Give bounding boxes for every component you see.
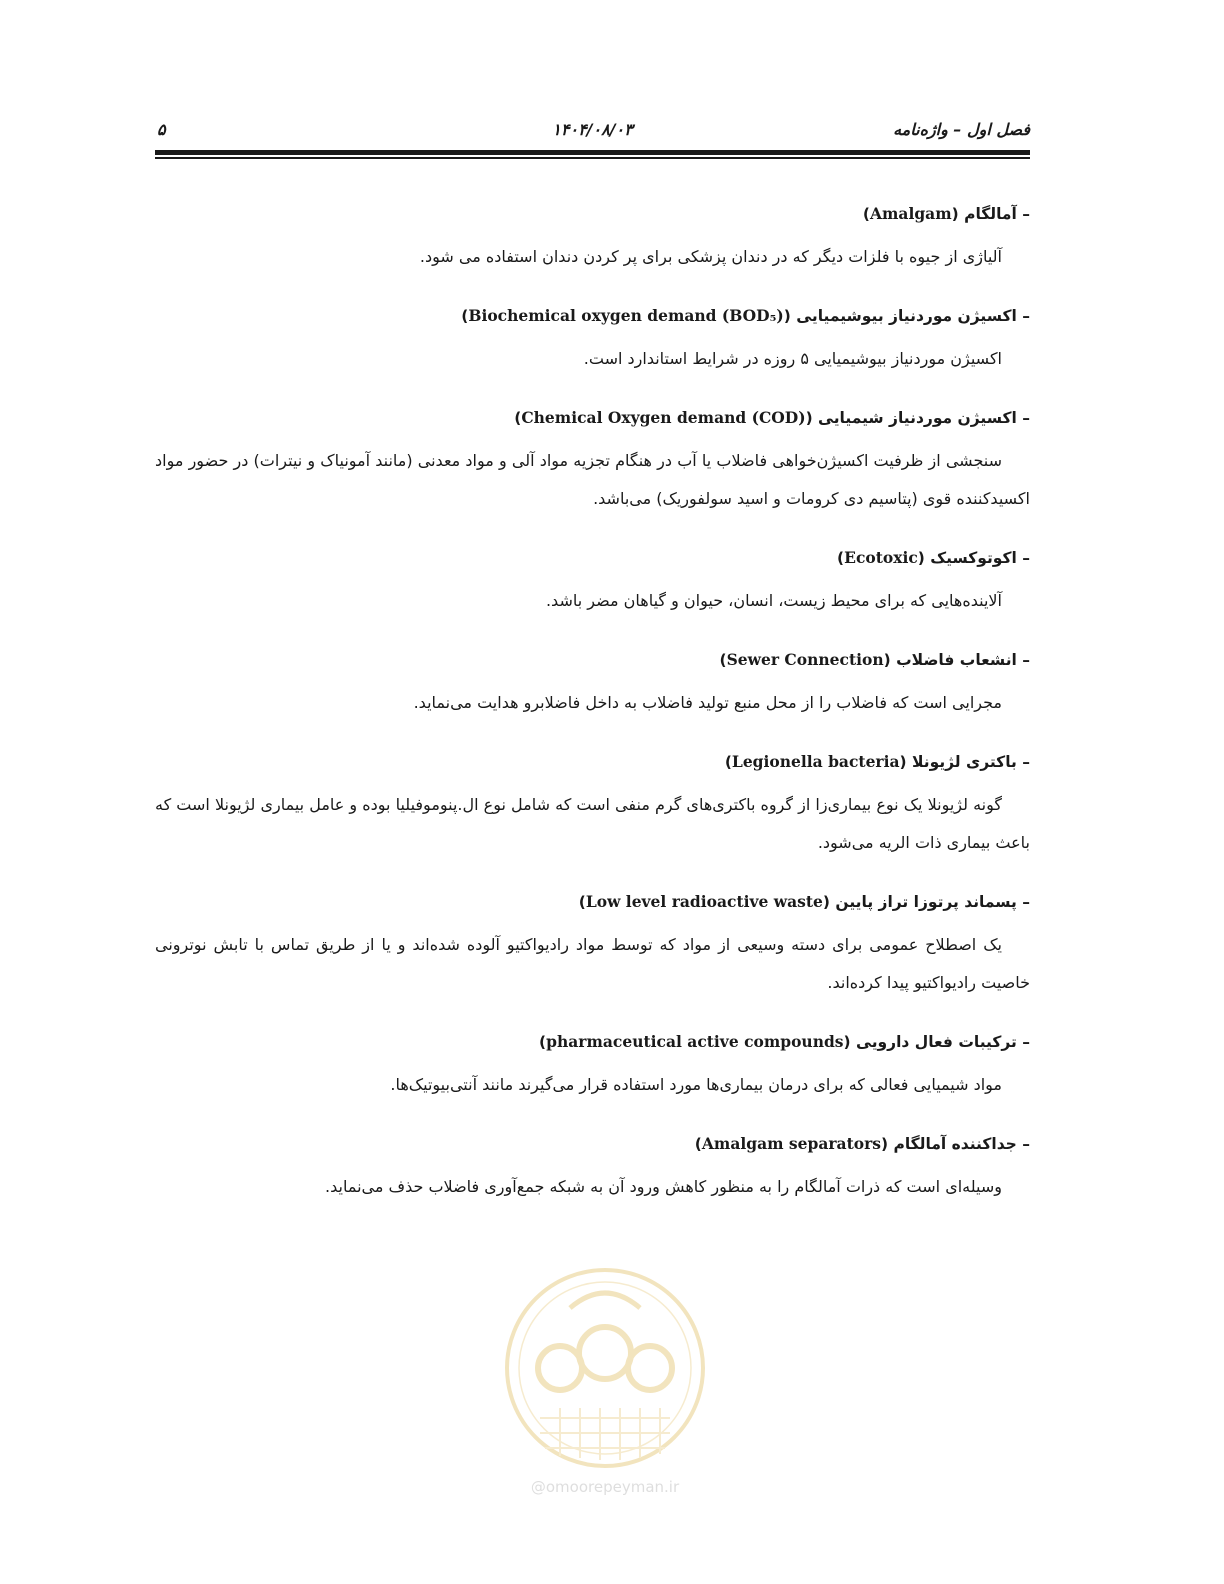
term-en: Low level radioactive waste bbox=[585, 892, 823, 911]
term-fa: باکتری لژیونلا bbox=[912, 753, 1017, 771]
term-fa: پسماند پرتوزا تراز پایین bbox=[835, 893, 1017, 911]
term-heading: – آمالگام (Amalgam) bbox=[862, 204, 1030, 223]
term-heading: – ترکیبات فعال دارویی (pharmaceutical active compounds) bbox=[539, 1032, 1030, 1051]
term-heading: – اکوتوکسیک (Ecotoxic) bbox=[837, 548, 1030, 567]
term-heading: – اکسیژن موردنیاز شیمیایی (Chemical Oxygen demand (COD)) bbox=[514, 408, 1030, 427]
term-definition: مجرایی است که فاضلاب را از محل منبع تولید فاضلاب به داخل فاضلابرو هدایت می‌نماید. bbox=[413, 693, 1002, 712]
page-header bbox=[155, 118, 1030, 148]
term-en: Sewer Connection bbox=[726, 650, 884, 669]
term-fa: اکوتوکسیک bbox=[930, 549, 1017, 567]
page-number: ۵ bbox=[157, 120, 166, 139]
term-fa: ترکیبات فعال دارویی bbox=[856, 1033, 1017, 1051]
glossary-entry bbox=[155, 748, 1030, 862]
glossary-entry bbox=[155, 544, 1030, 620]
term-en: Amalgam separators bbox=[701, 1134, 881, 1153]
term-en: pharmaceutical active compounds bbox=[546, 1032, 844, 1051]
term-heading: – انشعاب فاضلاب (Sewer Connection) bbox=[719, 650, 1030, 669]
term-definition: آلیاژی از جیوه با فلزات دیگر که در دندان پزشکی برای پر کردن دندان استفاده می شود. bbox=[419, 247, 1002, 266]
glossary-content bbox=[155, 200, 1030, 1232]
chapter-title: فصل اول – واژه‌نامه bbox=[893, 120, 1030, 139]
glossary-entry bbox=[155, 646, 1030, 722]
term-en: Legionella bacteria bbox=[731, 752, 900, 771]
glossary-entry bbox=[155, 200, 1030, 276]
term-heading: – جداکننده آمالگام (Amalgam separators) bbox=[694, 1134, 1030, 1153]
term-fa: اکسیژن موردنیاز شیمیایی bbox=[818, 409, 1017, 427]
glossary-entry bbox=[155, 302, 1030, 378]
watermark-site: @omoorepeyman.ir bbox=[530, 1478, 680, 1496]
term-definition: گونه لژیونلا یک نوع بیماری‌زا از گروه باکتری‌های گرم منفی است که شامل نوع ال.پنوموفیلیا بوده و عامل بیماری لژیونلا است که باعث بیماری ذات الریه می‌شود. bbox=[155, 795, 1030, 852]
watermark-seal-icon bbox=[500, 1268, 710, 1473]
term-definition: مواد شیمیایی فعالی که برای درمان بیماری‌ها مورد استفاده قرار می‌گیرند مانند آنتی‌بیوتیک‌ها. bbox=[390, 1075, 1002, 1094]
term-definition: وسیله‌ای است که ذرات آمالگام را به منظور کاهش ورود آن به شبکه جمع‌آوری فاضلاب حذف می‌نماید. bbox=[325, 1177, 1002, 1196]
term-fa: آمالگام bbox=[964, 205, 1017, 223]
glossary-entry bbox=[155, 404, 1030, 518]
term-definition: یک اصطلاح عمومی برای دسته وسیعی از مواد که توسط مواد رادیواکتیو آلوده شده‌اند و یا از طریق تماس با تابش نوترونی خاصیت رادیواکتیو پیدا کرده‌اند. bbox=[155, 935, 1030, 992]
term-en: Chemical Oxygen demand (COD) bbox=[521, 408, 806, 427]
term-definition: اکسیژن موردنیاز بیوشیمیایی ۵ روزه در شرایط استاندارد است. bbox=[583, 349, 1002, 368]
term-heading: – پسماند پرتوزا تراز پایین (Low level radioactive waste) bbox=[578, 892, 1030, 911]
watermark-logo bbox=[500, 1268, 710, 1498]
term-heading: – اکسیژن موردنیاز بیوشیمیایی (Biochemical oxygen demand (BOD₅)) bbox=[461, 306, 1030, 325]
header-rule-thin bbox=[155, 157, 1030, 159]
term-en: Biochemical oxygen demand (BOD₅) bbox=[468, 306, 784, 325]
term-definition: آلاینده‌هایی که برای محیط زیست، انسان، حیوان و گیاهان مضر باشد. bbox=[545, 591, 1002, 610]
term-heading: – باکتری لژیونلا (Legionella bacteria) bbox=[724, 752, 1030, 771]
glossary-entry bbox=[155, 888, 1030, 1002]
term-en: Ecotoxic bbox=[844, 548, 918, 567]
term-definition: سنجشی از ظرفیت اکسیژن‌خواهی فاضلاب یا آب در هنگام تجزیه مواد آلی و مواد معدنی (مانند آمونیاک و نیترات) در حضور مواد اکسیدکننده قوی (پتاسیم دی کرومات و اسید سولفوریک) می‌باشد. bbox=[155, 451, 1030, 508]
glossary-entry bbox=[155, 1130, 1030, 1206]
header-rule-thick bbox=[155, 150, 1030, 155]
term-fa: اکسیژن موردنیاز بیوشیمیایی bbox=[796, 307, 1017, 325]
term-en: Amalgam bbox=[869, 204, 952, 223]
glossary-entry bbox=[155, 1028, 1030, 1104]
term-fa: انشعاب فاضلاب bbox=[896, 651, 1017, 669]
term-fa: جداکننده آمالگام bbox=[893, 1135, 1017, 1153]
header-date: ۱۴۰۴/۰۸/۰۳ bbox=[552, 120, 633, 139]
